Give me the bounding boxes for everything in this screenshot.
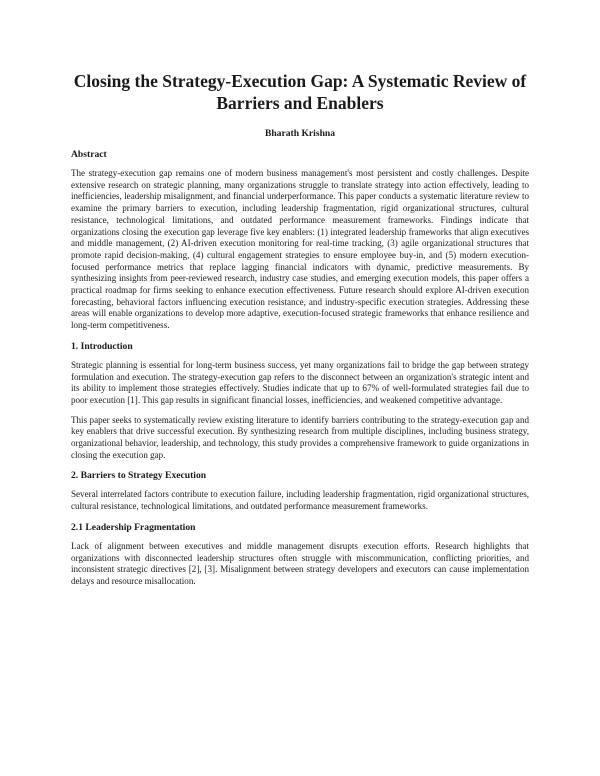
introduction-paragraph-1: Strategic planning is essential for long-term business success, yet many organizations fail to bridge the gap between strategy formulation and execution. The strategy-execution gap refers to the disconnect between an organization's strategic intent and its ability to implement those strategies effectively. Studies indicate that up to 67% of well-formulated strategies fail due to poor execution [1]. This gap results in significant financial losses, inefficiencies, and weakened competitive advantage. xyxy=(71,359,529,405)
subsection-heading-leadership-fragmentation: 2.1 Leadership Fragmentation xyxy=(71,521,196,533)
section-heading-introduction: 1. Introduction xyxy=(71,340,133,352)
paper-author: Bharath Krishna xyxy=(264,128,336,139)
leadership-fragmentation-paragraph-1: Lack of alignment between executives and middle management disrupts execution efforts. Research highlights that organizations with disconnected leadership structures often struggle with miscommunication, conflicting priorities, and inconsistent strategic directives [2], [3]. Misalignment between strategy developers and executors can cause implementation delays and resource misallocation. xyxy=(71,540,529,586)
paper-page xyxy=(71,70,529,596)
barriers-paragraph-1: Several interrelated factors contribute to execution failure, including leadership fragmentation, rigid organizational structures, cultural resistance, technological limitations, and outdated performance measurement frameworks. xyxy=(71,489,529,512)
abstract-heading: Abstract xyxy=(71,149,107,160)
section-heading-barriers: 2. Barriers to Strategy Execution xyxy=(71,470,207,482)
introduction-paragraph-2: This paper seeks to systematically review existing literature to identify barriers contributing to the strategy-execution gap and key enablers that drive successful execution. By synthesizing research from multiple disciplines, including business strategy, organizational behavior, leadership, and technology, this study provides a comprehensive framework to guide organizations in closing the execution gap. xyxy=(71,414,529,460)
abstract-text: The strategy-execution gap remains one of modern business management's most persistent and costly challenges. Despite extensive research on strategic planning, many organizations struggle to translate strategy into action effectively, leading to inefficiencies, leadership misalignment, and financial underperformance. This paper conducts a systematic literature review to examine the primary barriers to execution, including leadership fragmentation, rigid organizational structures, cultural resistance, technological limitations, and outdated performance measurement frameworks. Findings indicate that organizations closing the execution gap leverage five key enablers: (1) integrated leadership frameworks that align executives and middle management, (2) AI-driven execution monitoring for real-time tracking, (3) agile organizational structures that promote rapid decision-making, (4) cultural engagement strategies to ensure employee buy-in, and (5) modern execution-focused performance metrics that replace lagging financial indicators with dynamic, predictive measurements. By synthesizing insights from peer-reviewed research, industry case studies, and emerging execution models, this paper offers a practical roadmap for firms seeking to enhance execution effectiveness. Future research should explore AI-driven execution forecasting, behavioral factors influencing execution resistance, and industry-specific execution strategies. Addressing these areas will enable organizations to develop more adaptive, execution-focused strategic frameworks that enhance resilience and long-term competitiveness. xyxy=(71,168,529,331)
paper-title: Closing the Strategy-Execution Gap: A Systematic Review of Barriers and Enablers xyxy=(73,71,527,113)
